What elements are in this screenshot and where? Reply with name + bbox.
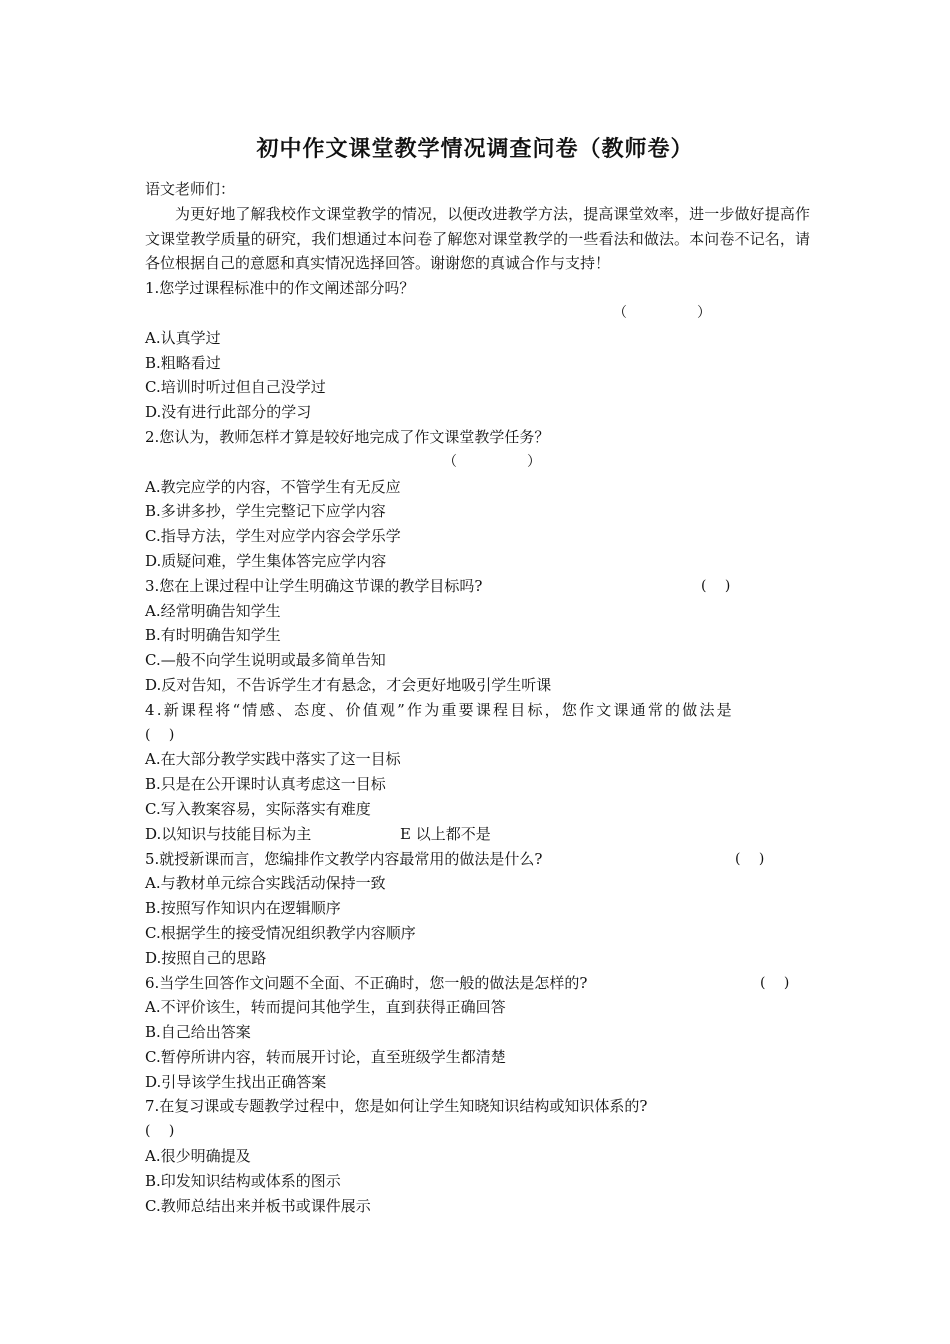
question-2-option-b[interactable]: B.多讲多抄，学生完整记下应学内容 [145, 502, 386, 521]
question-5-row [145, 847, 810, 872]
question-2-option-c[interactable]: C.指导方法，学生对应学内容会学乐学 [145, 527, 401, 546]
question-6-text: 6.当学生回答作文问题不全面、不正确时，您一般的做法是怎样的? [145, 973, 588, 992]
question-4-option-b[interactable]: B.只是在公开课时认真考虑这一目标 [145, 775, 386, 794]
question-6-option-d[interactable]: D.引导该学生找出正确答案 [145, 1072, 327, 1091]
question-5-option-b[interactable]: B.按照写作知识内在逻辑顺序 [145, 899, 341, 918]
question-6-option-b[interactable]: B.自己给出答案 [145, 1023, 251, 1042]
question-1-answer-row [145, 301, 810, 326]
question-7-text: 7.在复习课或专题教学过程中，您是如何让学生知晓知识结构或知识体系的? [145, 1097, 648, 1116]
question-5-answer-blank[interactable]: ( ) [735, 850, 765, 867]
question-1-option-b[interactable]: B.粗略看过 [145, 353, 221, 372]
question-3-answer-blank[interactable]: ( ) [701, 577, 731, 594]
question-7-answer-row [145, 1119, 810, 1144]
questionnaire-body [145, 177, 810, 1218]
question-1-answer-blank[interactable]: （ ） [613, 304, 711, 321]
question-5-option-d[interactable]: D.按照自己的思路 [145, 948, 267, 967]
question-3-option-c[interactable]: C.—般不向学生说明或最多简单告知 [145, 651, 386, 670]
question-6-option-c[interactable]: C.暂停所讲内容，转而展开讨论，直至班级学生都清楚 [145, 1047, 506, 1066]
question-1-text: 1.您学过课程标准中的作文阐述部分吗？ [145, 279, 415, 298]
question-3-row [145, 574, 810, 599]
question-5-option-c[interactable]: C.根据学生的接受情况组织教学内容顺序 [145, 923, 416, 942]
question-4-option-a[interactable]: A.在大部分教学实践中落实了这一目标 [145, 750, 401, 769]
question-4-answer-blank[interactable]: ( ) [145, 726, 175, 743]
question-7-option-b[interactable]: B.印发知识结构或体系的图示 [145, 1171, 341, 1190]
question-5-option-a[interactable]: A.与教材单元综合实践活动保持一致 [145, 874, 386, 893]
question-4-option-c[interactable]: C.写入教案容易，实际落实有难度 [145, 799, 371, 818]
question-4-answer-row [145, 723, 810, 748]
intro-paragraph: 为更好地了解我校作文课堂教学的情况，以便改进教学方法，提高课堂效率，进一步做好提高作文课堂教学质量的研究，我们想通过本问卷了解您对课堂教学的一些看法和做法。本问卷不记名，请各位根据自己的意愿和真实情况选择回答。谢谢您的真诚合作与支持！ [145, 204, 810, 273]
question-3-option-a[interactable]: A.经常明确告知学生 [145, 601, 281, 620]
question-6-row [145, 971, 810, 996]
question-1-option-d[interactable]: D.没有进行此部分的学习 [145, 403, 312, 422]
question-1-option-c[interactable]: C.培训时听过但自己没学过 [145, 378, 326, 397]
question-7-option-a[interactable]: A.很少明确提及 [145, 1147, 251, 1166]
question-4-option-d[interactable]: D.以知识与技能目标为主 [145, 824, 312, 843]
question-4-option-row-de [145, 822, 810, 847]
question-2-option-d[interactable]: D.质疑问难，学生集体答完应学内容 [145, 551, 387, 570]
question-2-answer-row [145, 450, 810, 475]
question-3-text: 3.您在上课过程中让学生明确这节课的教学目标吗? [145, 576, 483, 595]
question-7-answer-blank[interactable]: ( ) [145, 1123, 175, 1140]
question-3-option-d[interactable]: D.反对告知，不告诉学生才有悬念，才会更好地吸引学生听课 [145, 675, 552, 694]
greeting: 语文老师们： [145, 180, 236, 198]
question-6-answer-blank[interactable]: ( ) [760, 974, 790, 991]
page-title: 初中作文课堂教学情况调查问卷（教师卷） [256, 136, 694, 162]
question-3-option-b[interactable]: B.有时明确告知学生 [145, 626, 281, 645]
question-2-text: 2.您认为，教师怎样才算是较好地完成了作文课堂教学任务？ [145, 427, 550, 446]
question-4-text: 4.新课程将“情感、态度、价值观”作为重要课程目标，您作文课通常的做法是 [145, 700, 734, 719]
question-4-option-e[interactable]: E 以上都不是 [400, 824, 491, 843]
question-7-option-c[interactable]: C.教师总结出来并板书或课件展示 [145, 1196, 371, 1215]
question-2-answer-blank[interactable]: （ ） [443, 453, 541, 470]
question-1-option-a[interactable]: A.认真学过 [145, 328, 221, 347]
question-5-text: 5.就授新课而言，您编排作文教学内容最常用的做法是什么? [145, 849, 543, 868]
question-6-option-a[interactable]: A.不评价该生，转而提问其他学生，直到获得正确回答 [145, 998, 506, 1017]
question-2-option-a[interactable]: A.教完应学的内容，不管学生有无反应 [145, 477, 401, 496]
